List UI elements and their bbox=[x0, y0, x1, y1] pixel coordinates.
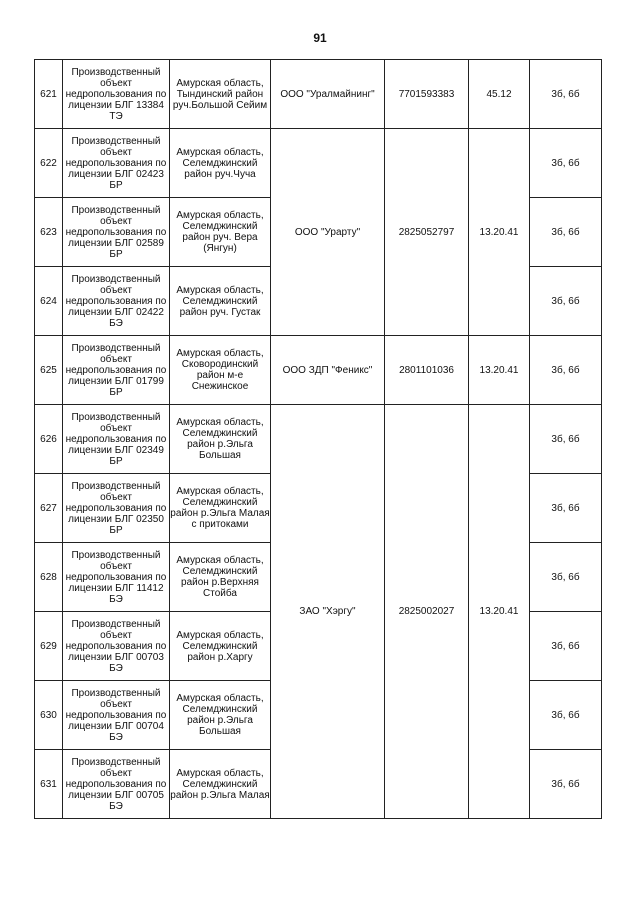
row-number: 626 bbox=[35, 405, 63, 474]
object-name: Производственный объект недропользования по лицензии БЛГ 00703 БЭ bbox=[63, 612, 170, 681]
row-number: 622 bbox=[35, 129, 63, 198]
hazard-code: 3б, 6б bbox=[530, 198, 602, 267]
row-number: 630 bbox=[35, 681, 63, 750]
table-row bbox=[35, 60, 602, 129]
okved-code: 13.20.41 bbox=[469, 336, 530, 405]
okved-code: 13.20.41 bbox=[469, 129, 530, 336]
object-location: Амурская область, Селемджинский район р.Харгу bbox=[170, 612, 271, 681]
owner-inn: 2825052797 bbox=[385, 129, 469, 336]
row-number: 627 bbox=[35, 474, 63, 543]
object-name: Производственный объект недропользования по лицензии БЛГ 11412 БЭ bbox=[63, 543, 170, 612]
owner-inn: 7701593383 bbox=[385, 60, 469, 129]
hazard-code: 3б, 6б bbox=[530, 543, 602, 612]
register-table bbox=[34, 59, 602, 819]
hazard-code: 3б, 6б bbox=[530, 681, 602, 750]
object-name: Производственный объект недропользования по лицензии БЛГ 02423 БР bbox=[63, 129, 170, 198]
okved-code: 45.12 bbox=[469, 60, 530, 129]
owner-name: ООО "Уралмайнинг" bbox=[271, 60, 385, 129]
owner-name: ЗАО "Хэргу" bbox=[271, 405, 385, 819]
object-name: Производственный объект недропользования по лицензии БЛГ 02350 БР bbox=[63, 474, 170, 543]
object-name: Производственный объект недропользования по лицензии БЛГ 00704 БЭ bbox=[63, 681, 170, 750]
hazard-code: 3б, 6б bbox=[530, 129, 602, 198]
object-location: Амурская область, Селемджинский район руч. Густак bbox=[170, 267, 271, 336]
object-location: Амурская область, Селемджинский район руч. Вера (Янгун) bbox=[170, 198, 271, 267]
object-name: Производственный объект недропользования по лицензии БЛГ 00705 БЭ bbox=[63, 750, 170, 819]
object-location: Амурская область, Селемджинский район р.Эльга Малая bbox=[170, 750, 271, 819]
okved-code: 13.20.41 bbox=[469, 405, 530, 819]
hazard-code: 3б, 6б bbox=[530, 612, 602, 681]
object-location: Амурская область, Селемджинский район р.Верхняя Стойба bbox=[170, 543, 271, 612]
object-name: Производственный объект недропользования по лицензии БЛГ 02422 БЭ bbox=[63, 267, 170, 336]
object-location: Амурская область, Селемджинский район руч.Чуча bbox=[170, 129, 271, 198]
hazard-code: 3б, 6б bbox=[530, 405, 602, 474]
table-row bbox=[35, 336, 602, 405]
table-row bbox=[35, 405, 602, 474]
object-location: Амурская область, Селемджинский район р.Эльга Большая bbox=[170, 681, 271, 750]
row-number: 625 bbox=[35, 336, 63, 405]
row-number: 631 bbox=[35, 750, 63, 819]
hazard-code: 3б, 6б bbox=[530, 474, 602, 543]
owner-inn: 2801101036 bbox=[385, 336, 469, 405]
object-name: Производственный объект недропользования по лицензии БЛГ 02589 БР bbox=[63, 198, 170, 267]
table-row bbox=[35, 129, 602, 198]
object-name: Производственный объект недропользования по лицензии БЛГ 02349 БР bbox=[63, 405, 170, 474]
object-location: Амурская область, Тындинский район руч.Большой Сейим bbox=[170, 60, 271, 129]
row-number: 621 bbox=[35, 60, 63, 129]
object-location: Амурская область, Селемджинский район р.Эльга Большая bbox=[170, 405, 271, 474]
owner-name: ООО ЗДП "Феникс" bbox=[271, 336, 385, 405]
row-number: 623 bbox=[35, 198, 63, 267]
page-number: 91 bbox=[313, 31, 327, 45]
hazard-code: 3б, 6б bbox=[530, 267, 602, 336]
object-name: Производственный объект недропользования по лицензии БЛГ 13384 ТЭ bbox=[63, 60, 170, 129]
row-number: 628 bbox=[35, 543, 63, 612]
row-number: 629 bbox=[35, 612, 63, 681]
hazard-code: 3б, 6б bbox=[530, 60, 602, 129]
owner-name: ООО "Урарту" bbox=[271, 129, 385, 336]
object-name: Производственный объект недропользования по лицензии БЛГ 01799 БР bbox=[63, 336, 170, 405]
object-location: Амурская область, Селемджинский район р.Эльга Малая с притоками bbox=[170, 474, 271, 543]
owner-inn: 2825002027 bbox=[385, 405, 469, 819]
row-number: 624 bbox=[35, 267, 63, 336]
object-location: Амурская область, Сковородинский район м-е Снежинское bbox=[170, 336, 271, 405]
hazard-code: 3б, 6б bbox=[530, 750, 602, 819]
hazard-code: 3б, 6б bbox=[530, 336, 602, 405]
